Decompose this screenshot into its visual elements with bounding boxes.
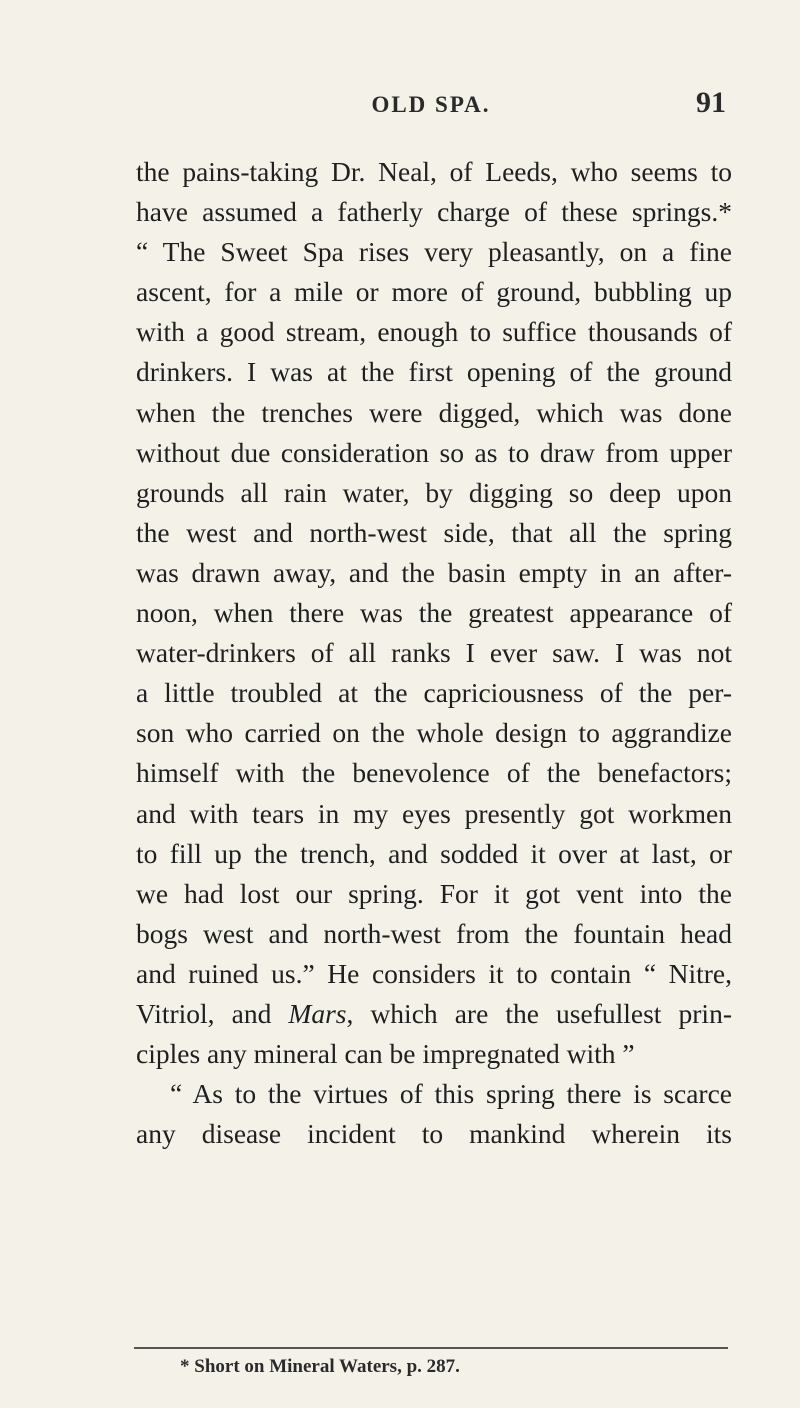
footnote: * Short on Mineral Waters, p. 287. [180,1356,460,1377]
text-line: drinkers. I was at the first opening of the ground [136,356,732,388]
text-line: and ruined us.” He considers it to contain “ Nitre, [136,957,732,989]
text-line: himself with the benevolence of the benefactors; [136,757,732,789]
text-line: when the trenches were digged, which was done [136,396,732,428]
text-line: Vitriol, and Mars, which are the usefullest prin- [136,997,732,1029]
text-line: bogs west and north-west from the fountain head [136,917,732,949]
text-line: ciples any mineral can be impregnated with ” [136,1038,635,1070]
text-line: “ The Sweet Spa rises very pleasantly, on a fine [136,236,732,268]
text-line: any disease incident to mankind wherein its [136,1118,732,1150]
text-line: the west and north-west side, that all the spring [136,516,732,548]
text-line: was drawn away, and the basin empty in an after- [136,556,732,588]
text-line: a little troubled at the capriciousness of the per- [136,677,732,709]
text-line: noon, when there was the greatest appearance of [136,597,732,629]
page-number: 91 [696,86,726,119]
footnote-rule [134,1347,728,1349]
text-line: we had lost our spring. For it got vent into the [136,877,732,909]
text-line: son who carried on the whole design to aggrandize [136,717,732,749]
text-line: water-drinkers of all ranks I ever saw. I was not [136,637,732,669]
text-line: “ As to the virtues of this spring there is scarce [170,1078,732,1110]
text-line: have assumed a fatherly charge of these springs.* [136,196,732,228]
text-line: the pains-taking Dr. Neal, of Leeds, who seems to [136,156,732,187]
page-header [136,86,726,132]
text-line: and with tears in my eyes presently got workmen [136,797,732,829]
running-title: OLD SPA. [371,92,491,117]
text-line: ascent, for a mile or more of ground, bubbling up [136,276,732,308]
text-line: to fill up the trench, and sodded it over at last, or [136,837,732,869]
text-line: grounds all rain water, by digging so deep upon [136,476,732,508]
body-text [136,152,732,1154]
text-line: without due consideration so as to draw from upper [136,436,732,468]
text-line: with a good stream, enough to suffice thousands of [136,316,732,348]
